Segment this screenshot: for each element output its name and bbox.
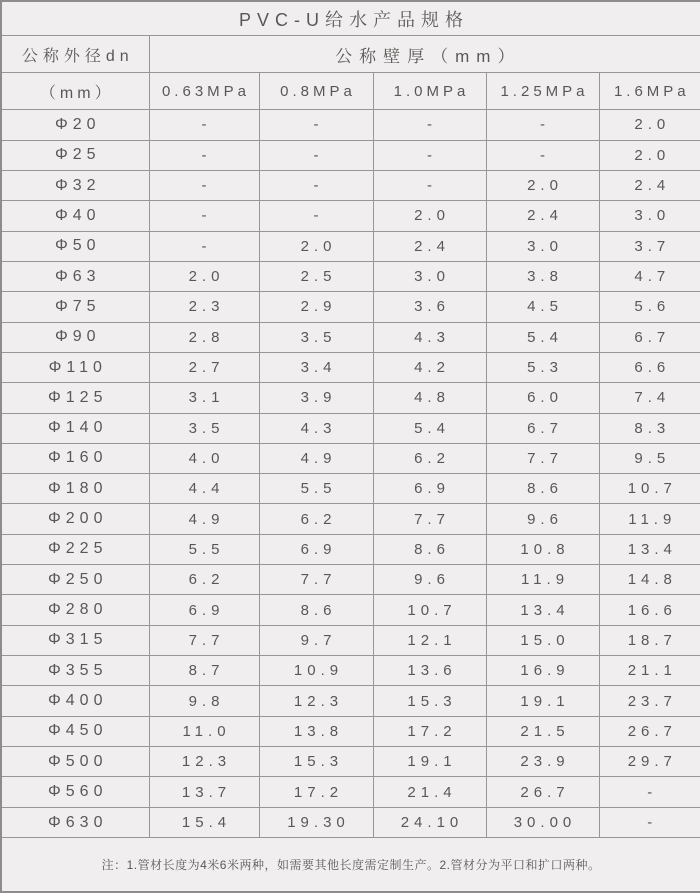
value-cell: 4.0 bbox=[149, 443, 259, 473]
footnote: 注：1.管材长度为4米6米两种，如需要其他长度需定制生产。2.管材分为平口和扩口两种。 bbox=[1, 838, 700, 892]
table-row bbox=[1, 170, 700, 200]
value-cell: 2.4 bbox=[373, 231, 486, 261]
value-cell: 6.6 bbox=[599, 352, 700, 382]
value-cell: 7.4 bbox=[599, 383, 700, 413]
value-cell: 2.3 bbox=[149, 292, 259, 322]
table-row bbox=[1, 201, 700, 231]
value-cell: 10.7 bbox=[599, 474, 700, 504]
value-cell: 4.9 bbox=[149, 504, 259, 534]
page-title: PVC-U给水产品规格 bbox=[1, 1, 700, 36]
value-cell: 12.3 bbox=[259, 686, 373, 716]
dn-cell: Φ75 bbox=[1, 292, 149, 322]
value-cell: 13.8 bbox=[259, 716, 373, 746]
dn-cell: Φ125 bbox=[1, 383, 149, 413]
value-cell: 16.6 bbox=[599, 595, 700, 625]
value-cell: 4.7 bbox=[599, 261, 700, 291]
value-cell: 15.3 bbox=[259, 747, 373, 777]
value-cell: 3.9 bbox=[259, 383, 373, 413]
value-cell: 10.7 bbox=[373, 595, 486, 625]
value-cell: - bbox=[259, 170, 373, 200]
value-cell: 15.4 bbox=[149, 807, 259, 838]
title-row bbox=[1, 1, 700, 36]
value-cell: 6.0 bbox=[486, 383, 599, 413]
value-cell: 3.4 bbox=[259, 352, 373, 382]
value-cell: 19.1 bbox=[373, 747, 486, 777]
value-cell: 8.7 bbox=[149, 656, 259, 686]
spec-table-body bbox=[1, 110, 700, 838]
dn-cell: Φ40 bbox=[1, 201, 149, 231]
value-cell: 13.7 bbox=[149, 777, 259, 807]
value-cell: 19.1 bbox=[486, 686, 599, 716]
value-cell: 3.5 bbox=[259, 322, 373, 352]
value-cell: 7.7 bbox=[373, 504, 486, 534]
value-cell: 16.9 bbox=[486, 656, 599, 686]
value-cell: 6.9 bbox=[259, 534, 373, 564]
table-row bbox=[1, 292, 700, 322]
value-cell: 23.7 bbox=[599, 686, 700, 716]
dn-cell: Φ63 bbox=[1, 261, 149, 291]
value-cell: 3.6 bbox=[373, 292, 486, 322]
value-cell: 3.0 bbox=[373, 261, 486, 291]
table-row bbox=[1, 716, 700, 746]
column-header-pressure-1: 0.8MPa bbox=[259, 72, 373, 109]
value-cell: 29.7 bbox=[599, 747, 700, 777]
value-cell: 2.0 bbox=[486, 170, 599, 200]
value-cell: 2.0 bbox=[259, 231, 373, 261]
value-cell: 13.4 bbox=[599, 534, 700, 564]
table-row bbox=[1, 747, 700, 777]
value-cell: 2.4 bbox=[599, 170, 700, 200]
value-cell: 3.8 bbox=[486, 261, 599, 291]
value-cell: 5.4 bbox=[486, 322, 599, 352]
table-row bbox=[1, 474, 700, 504]
value-cell: 9.8 bbox=[149, 686, 259, 716]
value-cell: - bbox=[149, 140, 259, 170]
value-cell: - bbox=[486, 110, 599, 140]
value-cell: 7.7 bbox=[149, 625, 259, 655]
dn-cell: Φ280 bbox=[1, 595, 149, 625]
note-row bbox=[1, 838, 700, 892]
dn-cell: Φ560 bbox=[1, 777, 149, 807]
value-cell: 26.7 bbox=[599, 716, 700, 746]
value-cell: 11.0 bbox=[149, 716, 259, 746]
value-cell: 2.5 bbox=[259, 261, 373, 291]
dn-cell: Φ355 bbox=[1, 656, 149, 686]
value-cell: 21.5 bbox=[486, 716, 599, 746]
dn-cell: Φ400 bbox=[1, 686, 149, 716]
value-cell: 8.6 bbox=[486, 474, 599, 504]
value-cell: 21.4 bbox=[373, 777, 486, 807]
value-cell: 4.5 bbox=[486, 292, 599, 322]
value-cell: 14.8 bbox=[599, 565, 700, 595]
table-row bbox=[1, 383, 700, 413]
header-row-2 bbox=[1, 72, 700, 109]
value-cell: 9.7 bbox=[259, 625, 373, 655]
value-cell: 2.9 bbox=[259, 292, 373, 322]
value-cell: 3.7 bbox=[599, 231, 700, 261]
value-cell: 3.1 bbox=[149, 383, 259, 413]
table-row bbox=[1, 231, 700, 261]
value-cell: 9.6 bbox=[373, 565, 486, 595]
dn-cell: Φ315 bbox=[1, 625, 149, 655]
value-cell: 6.2 bbox=[149, 565, 259, 595]
table-row bbox=[1, 686, 700, 716]
column-header-mm-unit: （mm） bbox=[1, 72, 149, 109]
value-cell: 24.10 bbox=[373, 807, 486, 838]
value-cell: 11.9 bbox=[599, 504, 700, 534]
value-cell: 4.4 bbox=[149, 474, 259, 504]
dn-cell: Φ20 bbox=[1, 110, 149, 140]
value-cell: 30.00 bbox=[486, 807, 599, 838]
value-cell: - bbox=[149, 170, 259, 200]
value-cell: 6.2 bbox=[373, 443, 486, 473]
value-cell: - bbox=[259, 110, 373, 140]
value-cell: 4.3 bbox=[373, 322, 486, 352]
value-cell: 4.3 bbox=[259, 413, 373, 443]
table-row bbox=[1, 322, 700, 352]
dn-cell: Φ160 bbox=[1, 443, 149, 473]
value-cell: - bbox=[149, 110, 259, 140]
column-header-outer-diameter: 公称外径dn bbox=[1, 36, 149, 72]
value-cell: - bbox=[599, 777, 700, 807]
value-cell: - bbox=[373, 110, 486, 140]
value-cell: 4.8 bbox=[373, 383, 486, 413]
table-row bbox=[1, 777, 700, 807]
dn-cell: Φ250 bbox=[1, 565, 149, 595]
value-cell: 18.7 bbox=[599, 625, 700, 655]
value-cell: 12.1 bbox=[373, 625, 486, 655]
value-cell: - bbox=[259, 140, 373, 170]
value-cell: 4.9 bbox=[259, 443, 373, 473]
dn-cell: Φ50 bbox=[1, 231, 149, 261]
value-cell: 8.6 bbox=[373, 534, 486, 564]
value-cell: 11.9 bbox=[486, 565, 599, 595]
value-cell: 26.7 bbox=[486, 777, 599, 807]
value-cell: 15.3 bbox=[373, 686, 486, 716]
value-cell: 17.2 bbox=[259, 777, 373, 807]
value-cell: 6.9 bbox=[149, 595, 259, 625]
dn-cell: Φ200 bbox=[1, 504, 149, 534]
value-cell: 2.4 bbox=[486, 201, 599, 231]
value-cell: 2.0 bbox=[373, 201, 486, 231]
dn-cell: Φ90 bbox=[1, 322, 149, 352]
column-header-pressure-2: 1.0MPa bbox=[373, 72, 486, 109]
table-row bbox=[1, 413, 700, 443]
value-cell: 3.0 bbox=[599, 201, 700, 231]
value-cell: 3.5 bbox=[149, 413, 259, 443]
value-cell: 3.0 bbox=[486, 231, 599, 261]
value-cell: 4.2 bbox=[373, 352, 486, 382]
value-cell: 15.0 bbox=[486, 625, 599, 655]
value-cell: 5.3 bbox=[486, 352, 599, 382]
column-group-header-wall-thickness: 公称壁厚（mm） bbox=[149, 36, 700, 72]
table-row bbox=[1, 110, 700, 140]
value-cell: 5.6 bbox=[599, 292, 700, 322]
value-cell: 7.7 bbox=[259, 565, 373, 595]
value-cell: 8.3 bbox=[599, 413, 700, 443]
value-cell: 5.5 bbox=[259, 474, 373, 504]
value-cell: 2.0 bbox=[599, 140, 700, 170]
table-row bbox=[1, 565, 700, 595]
dn-cell: Φ140 bbox=[1, 413, 149, 443]
value-cell: 10.9 bbox=[259, 656, 373, 686]
dn-cell: Φ180 bbox=[1, 474, 149, 504]
value-cell: 19.30 bbox=[259, 807, 373, 838]
value-cell: - bbox=[599, 807, 700, 838]
table-row bbox=[1, 261, 700, 291]
dn-cell: Φ500 bbox=[1, 747, 149, 777]
column-header-pressure-0: 0.63MPa bbox=[149, 72, 259, 109]
value-cell: 21.1 bbox=[599, 656, 700, 686]
dn-cell: Φ225 bbox=[1, 534, 149, 564]
value-cell: - bbox=[149, 231, 259, 261]
value-cell: 6.2 bbox=[259, 504, 373, 534]
value-cell: 7.7 bbox=[486, 443, 599, 473]
value-cell: 13.6 bbox=[373, 656, 486, 686]
table-row bbox=[1, 807, 700, 838]
dn-cell: Φ110 bbox=[1, 352, 149, 382]
value-cell: 5.5 bbox=[149, 534, 259, 564]
column-header-pressure-3: 1.25MPa bbox=[486, 72, 599, 109]
value-cell: 17.2 bbox=[373, 716, 486, 746]
value-cell: 12.3 bbox=[149, 747, 259, 777]
dn-cell: Φ25 bbox=[1, 140, 149, 170]
value-cell: 10.8 bbox=[486, 534, 599, 564]
table-row bbox=[1, 443, 700, 473]
value-cell: 2.8 bbox=[149, 322, 259, 352]
value-cell: - bbox=[149, 201, 259, 231]
dn-cell: Φ32 bbox=[1, 170, 149, 200]
value-cell: 8.6 bbox=[259, 595, 373, 625]
value-cell: 6.9 bbox=[373, 474, 486, 504]
table-row bbox=[1, 140, 700, 170]
table-row bbox=[1, 504, 700, 534]
table-row bbox=[1, 352, 700, 382]
column-header-pressure-4: 1.6MPa bbox=[599, 72, 700, 109]
value-cell: 5.4 bbox=[373, 413, 486, 443]
value-cell: 9.5 bbox=[599, 443, 700, 473]
dn-cell: Φ630 bbox=[1, 807, 149, 838]
value-cell: - bbox=[259, 201, 373, 231]
value-cell: - bbox=[373, 170, 486, 200]
table-row bbox=[1, 656, 700, 686]
value-cell: 2.7 bbox=[149, 352, 259, 382]
value-cell: - bbox=[373, 140, 486, 170]
value-cell: 6.7 bbox=[599, 322, 700, 352]
value-cell: 2.0 bbox=[599, 110, 700, 140]
header-row-1 bbox=[1, 36, 700, 72]
dn-cell: Φ450 bbox=[1, 716, 149, 746]
value-cell: 6.7 bbox=[486, 413, 599, 443]
value-cell: 2.0 bbox=[149, 261, 259, 291]
value-cell: 13.4 bbox=[486, 595, 599, 625]
value-cell: 9.6 bbox=[486, 504, 599, 534]
value-cell: 23.9 bbox=[486, 747, 599, 777]
table-row bbox=[1, 595, 700, 625]
table-row bbox=[1, 625, 700, 655]
table-row bbox=[1, 534, 700, 564]
value-cell: - bbox=[486, 140, 599, 170]
